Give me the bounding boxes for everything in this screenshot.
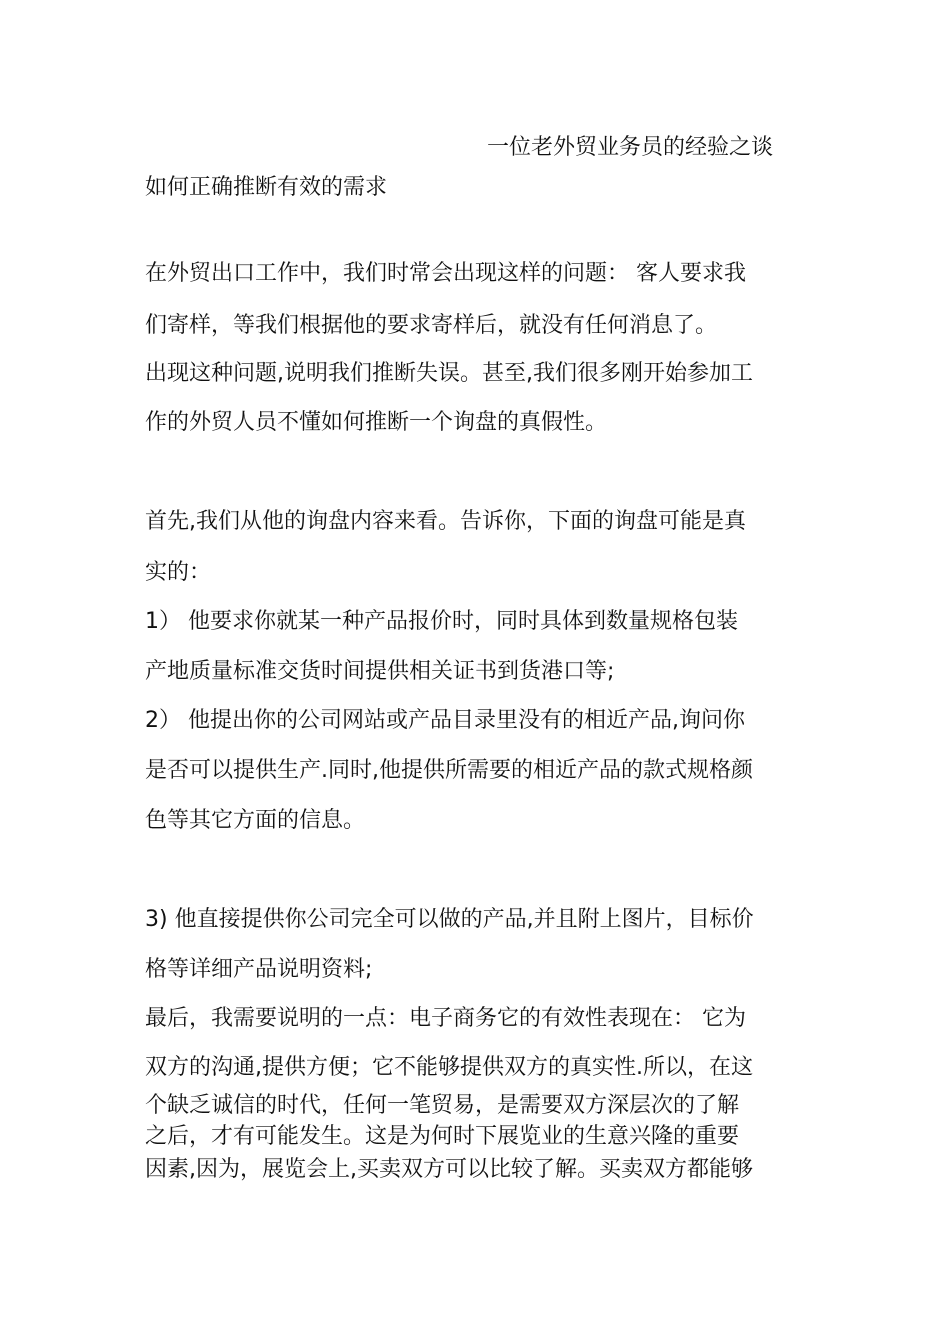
- paragraph-line: 们寄样，等我们根据他的要求寄样后，就没有任何消息了。: [145, 313, 718, 338]
- paragraph-line: 最后，我需要说明的一点：电子商务它的有效性表现在： 它为: [145, 1006, 746, 1031]
- document-subtitle: 一位老外贸业务员的经验之谈: [487, 135, 774, 160]
- list-item-line: 产地质量标准交货时间提供相关证书到货港口等;: [145, 659, 615, 684]
- paragraph-line: 之后，才有可能发生。这是为何时下展览业的生意兴隆的重要: [145, 1124, 740, 1149]
- paragraph-line: 首先,我们从他的询盘内容来看。告诉你，下面的询盘可能是真: [145, 509, 746, 534]
- document-title: 如何正确推断有效的需求: [145, 175, 388, 200]
- list-item-line: 色等其它方面的信息。: [145, 808, 366, 833]
- list-item-line: 1） 他要求你就某一种产品报价时，同时具体到数量规格包装: [145, 609, 738, 634]
- paragraph-line: 双方的沟通,提供方便；它不能够提供双方的真实性.所以，在这: [145, 1055, 753, 1080]
- list-item-line: 格等详细产品说明资料;: [145, 957, 373, 982]
- paragraph-line: 出现这种问题,说明我们推断失误。甚至,我们很多刚开始参加工: [145, 361, 753, 386]
- paragraph-line: 个缺乏诚信的时代，任何一笔贸易，是需要双方深层次的了解: [145, 1093, 740, 1118]
- list-item-line: 3) 他直接提供你公司完全可以做的产品,并且附上图片，目标价: [145, 907, 754, 932]
- list-item-line: 是否可以提供生产.同时,他提供所需要的相近产品的款式规格颜: [145, 758, 753, 783]
- paragraph-line: 因素,因为，展览会上,买卖双方可以比较了解。买卖双方都能够: [145, 1157, 753, 1182]
- list-item-line: 2） 他提出你的公司网站或产品目录里没有的相近产品,询问你: [145, 708, 745, 733]
- paragraph-line: 实的：: [145, 560, 212, 585]
- paragraph-line: 作的外贸人员不懂如何推断一个询盘的真假性。: [145, 410, 608, 435]
- paragraph-line: 在外贸出口工作中，我们时常会出现这样的问题： 客人要求我: [145, 261, 746, 286]
